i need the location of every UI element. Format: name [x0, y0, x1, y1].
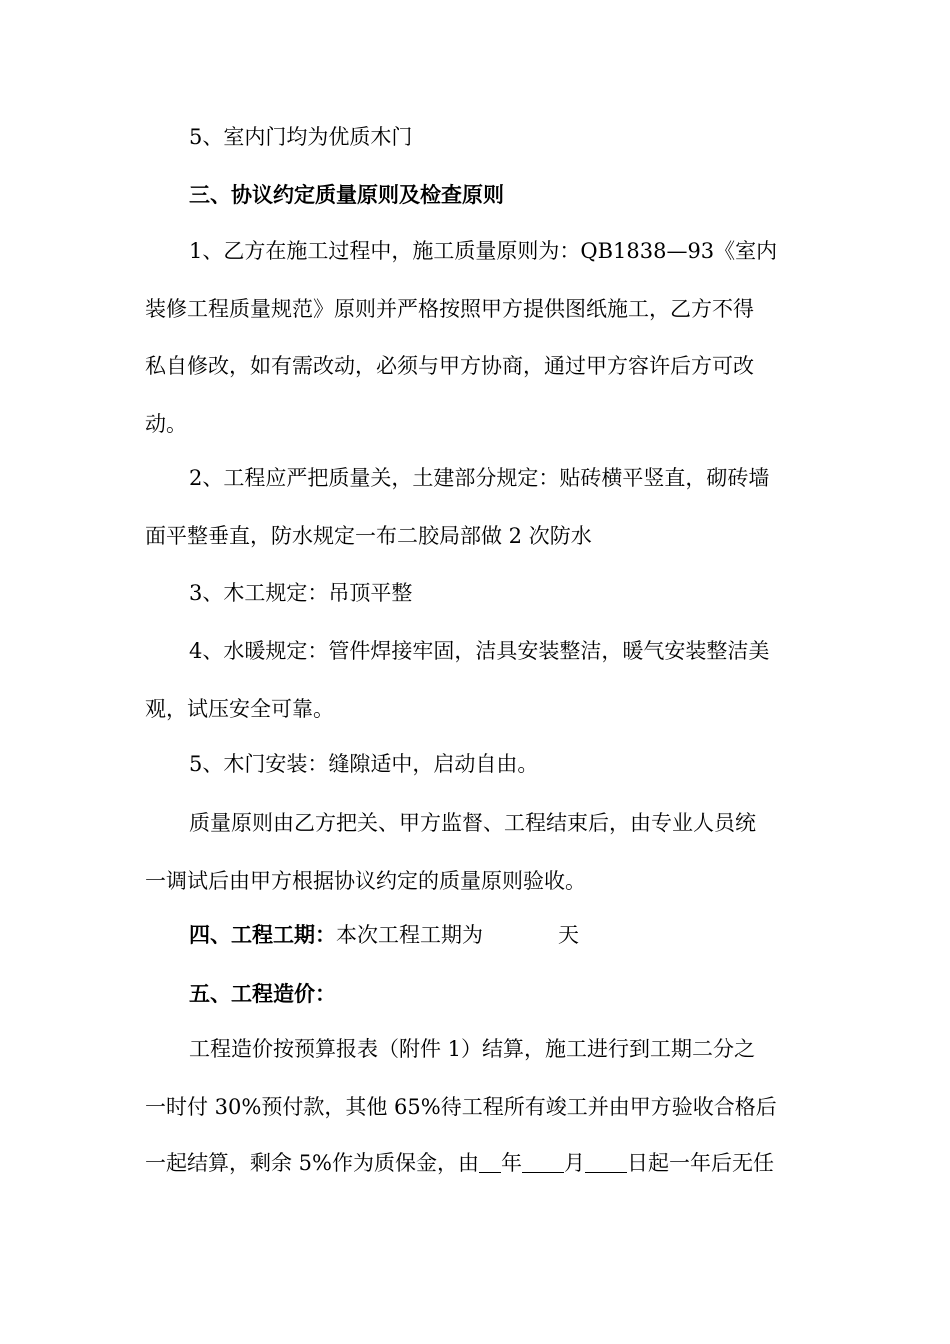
cost-paragraph-line-2: 一时付 30%预付款，其他 65%待工程所有竣工并由甲方验收合格后	[145, 1095, 777, 1119]
year-blank	[479, 1152, 501, 1173]
cost-line-prefix: 一起结算，剩余 5%作为质保金，由	[145, 1151, 479, 1175]
section-3-heading: 三、协议约定质量原则及检查原则	[189, 182, 504, 207]
paragraph-2-line-1: 2、工程应严把质量关，土建部分规定：贴砖横平竖直，砌砖墙	[189, 466, 770, 490]
section-4-text: 本次工程工期为	[336, 923, 483, 947]
cost-paragraph-line-1: 工程造价按预算报表（附件 1）结算，施工进行到工期二分之	[189, 1037, 756, 1061]
section-5-heading: 五、工程造价：	[189, 981, 336, 1006]
quality-paragraph-line-1: 质量原则由乙方把关、甲方监督、工程结束后，由专业人员统	[189, 811, 756, 835]
section-4-unit: 天	[558, 923, 579, 947]
paragraph-1-line-2: 装修工程质量规范》原则并严格按照甲方提供图纸施工，乙方不得	[145, 297, 754, 321]
quality-paragraph-line-2: 一调试后由甲方根据协议约定的质量原则验收。	[145, 869, 586, 893]
paragraph-1-line-4: 动。	[145, 412, 187, 436]
section-4-heading: 四、工程工期：	[189, 922, 336, 947]
cost-paragraph-line-3	[145, 1148, 813, 1178]
paragraph-2-line-2: 面平整垂直，防水规定一布二胶局部做 2 次防水	[145, 524, 592, 548]
month-label: 月	[564, 1151, 585, 1175]
paragraph-1-line-1: 1、乙方在施工过程中，施工质量原则为：QB1838—93《室内	[189, 239, 778, 263]
day-suffix: 日起一年后无任	[627, 1151, 774, 1175]
paragraph-5: 5、木门安装：缝隙适中，启动自由。	[189, 752, 539, 776]
day-blank	[585, 1152, 627, 1173]
paragraph-4-line-2: 观，试压安全可靠。	[145, 697, 334, 721]
paragraph-1-line-3: 私自修改，如有需改动，必须与甲方协商，通过甲方容许后方可改	[145, 354, 754, 378]
paragraph-3: 3、木工规定：吊顶平整	[189, 581, 413, 605]
paragraph-4-line-1: 4、水暖规定：管件焊接牢固，洁具安装整洁，暖气安装整洁美	[189, 639, 770, 663]
year-label: 年	[501, 1151, 522, 1175]
section-4-line	[189, 920, 813, 950]
item-doors: 5、室内门均为优质木门	[189, 125, 413, 149]
month-blank	[522, 1152, 564, 1173]
